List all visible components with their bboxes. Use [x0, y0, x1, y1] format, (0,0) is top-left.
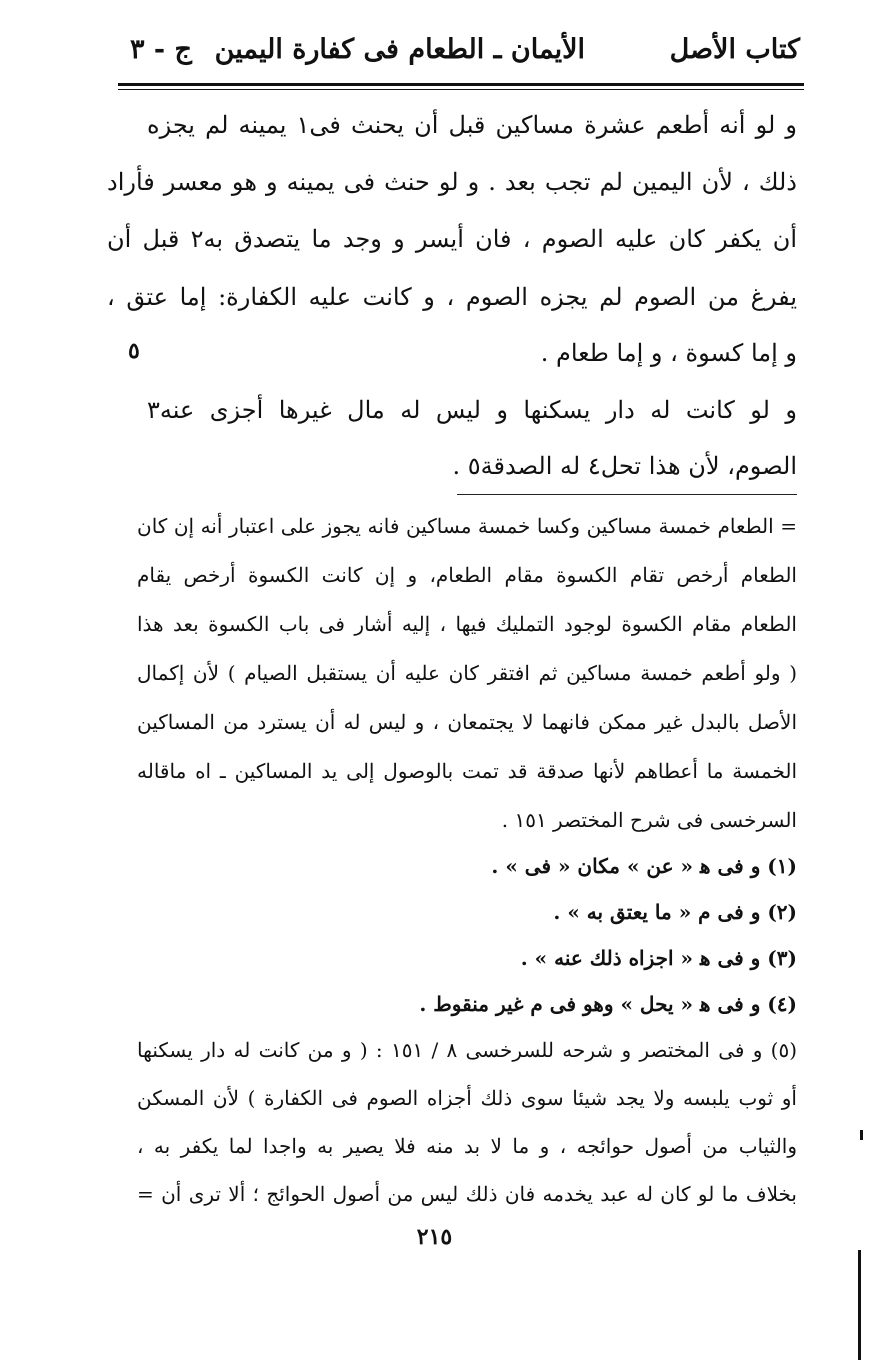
footnote-5-line: أو ثوب يلبسه ولا يجد شيئا سوى ذلك أجزاه الصوم فى الكفارة ) لأن المسكن	[137, 1086, 797, 1110]
line-number-marker: ٥	[128, 338, 140, 364]
chapter-title: الأيمان ـ الطعام فى كفارة اليمين	[214, 34, 585, 65]
footnote-3: (٣) و فى ﻫ « اجزاه ذلك عنه » .	[520, 946, 797, 970]
main-text-line: و إما كسوة ، و إما طعام .	[540, 339, 797, 367]
main-text-line: ذلك ، لأن اليمين لم تجب بعد . و لو حنث فى يمينه و هو معسر فأراد	[107, 168, 797, 196]
footnote-2: (٢) و فى م « ما يعتق به » .	[553, 900, 797, 924]
main-text-line: و لو أنه أطعم عشرة مساكين قبل أن يحنث فى١ يمينه لم يجزه	[147, 111, 797, 139]
scan-edge-mark	[860, 1130, 863, 1140]
book-title: كتاب الأصل	[669, 34, 800, 65]
header-rule-thick	[118, 83, 804, 86]
footnote-separator	[457, 494, 797, 495]
footnote-continuation-line: = الطعام خمسة مساكين وكسا خمسة مساكين فانه يجوز على اعتبار أنه إن كان	[137, 514, 797, 538]
footnote-continuation-line: الأصل بالبدل غير ممكن فانهما لا يجتمعان ، و ليس له أن يسترد من المساكين	[137, 710, 798, 734]
footnote-continuation-line: الطعام مقام الكسوة لوجود التمليك فيها ، إليه أشار فى باب الكسوة بعد هذا	[137, 612, 797, 636]
footnote-continuation-line: ( ولو أطعم خمسة مساكين ثم افتقر كان عليه أن يستقبل الصيام ) لأن إكمال	[137, 661, 797, 685]
main-text-line: يفرغ من الصوم لم يجزه الصوم ، و كانت عليه الكفارة: إما عتق ،	[107, 283, 797, 311]
running-header	[120, 30, 800, 80]
footnote-continuation-line: الخمسة ما أعطاهم لأنها صدقة قد تمت بالوصول إلى يد المساكين ـ اه ماقاله	[137, 759, 797, 783]
footnote-1: (١) و فى ﻫ « عن » مكان « فى » .	[491, 854, 797, 878]
main-text-line: و لو كانت له دار يسكنها و ليس له مال غيرها أجزى عنه٣	[147, 396, 797, 424]
volume-number: ج - ٣	[130, 34, 192, 65]
footnote-5-line: (٥) و فى المختصر و شرحه للسرخسى ٨ / ١٥١ : ( و من كانت له دار يسكنها	[137, 1038, 798, 1062]
footnote-5-line: بخلاف ما لو كان له عبد يخدمه فان ذلك ليس من أصول الحوائج ؛ ألا ترى أن =	[137, 1182, 797, 1206]
footnote-4: (٤) و فى ﻫ « يحل » وهو فى م غير منقوط .	[419, 992, 797, 1016]
footnote-continuation-line: السرخسى فى شرح المختصر ١٥١ .	[501, 808, 797, 832]
footnote-5-line: والثياب من أصول حوائجه ، و ما لا بد منه فلا يصير به واجدا لما يكفر به ،	[137, 1134, 797, 1158]
footnote-continuation-line: الطعام أرخص تقام الكسوة مقام الطعام، و إن كانت الكسوة أرخص يقام	[137, 563, 797, 587]
page-number: ٢١٥	[416, 1224, 453, 1250]
header-rule-thin	[118, 89, 804, 90]
main-text-line: أن يكفر كان عليه الصوم ، فان أيسر و وجد ما يتصدق به٢ قبل أن	[107, 225, 797, 253]
scan-edge-mark	[858, 1250, 861, 1360]
main-text-line: الصوم، لأن هذا تحل٤ له الصدقة٥ .	[452, 452, 797, 480]
